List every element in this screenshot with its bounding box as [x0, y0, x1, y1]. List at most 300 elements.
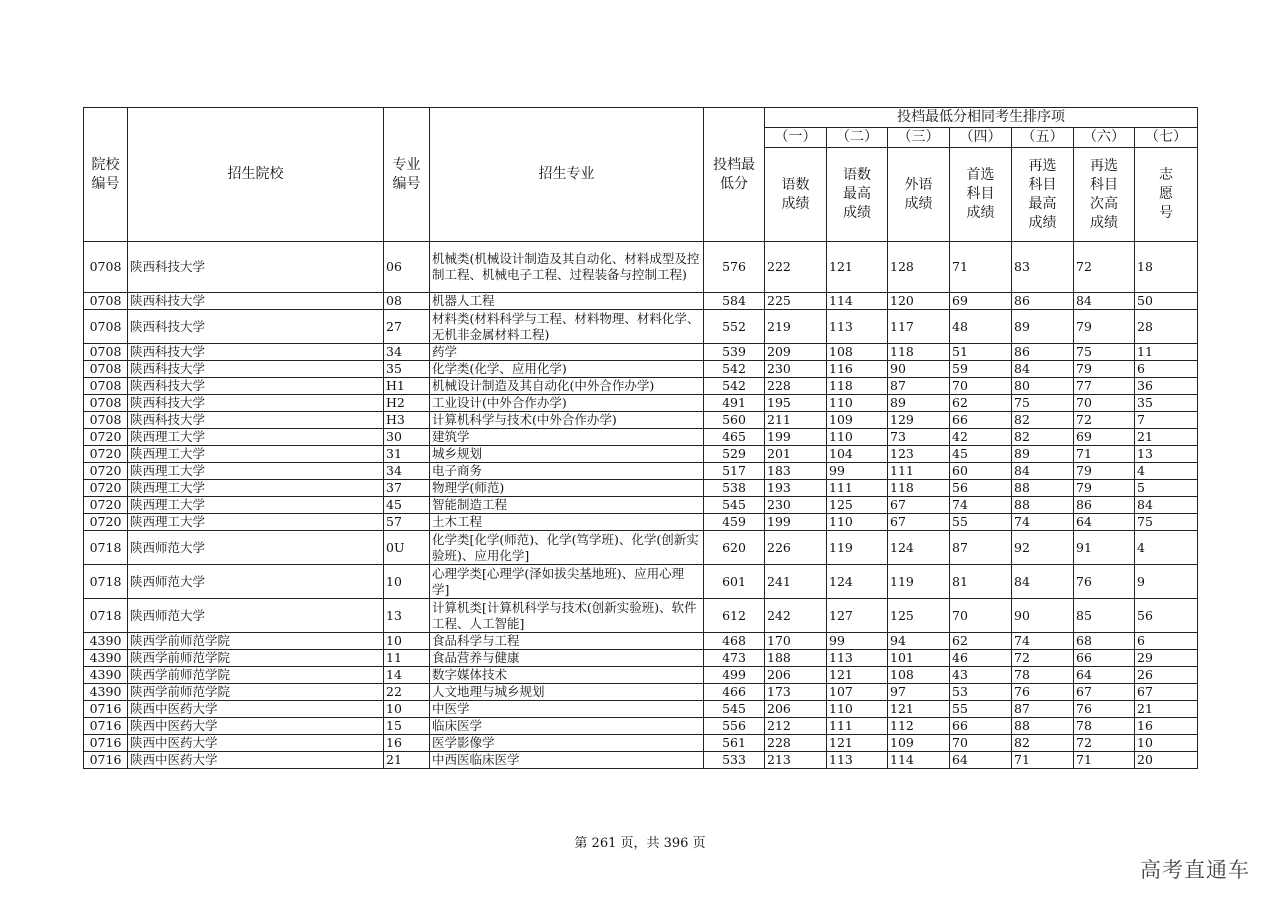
table-row — [84, 701, 1198, 718]
cell-tie-5: 83 — [1012, 242, 1074, 293]
header-major-name: 招生专业 — [430, 108, 704, 242]
cell-school-name: 陕西科技大学 — [128, 242, 384, 293]
cell-tie-1: 225 — [765, 293, 827, 310]
cell-tie-6: 76 — [1074, 701, 1135, 718]
cell-major-name: 食品科学与工程 — [430, 633, 704, 650]
cell-tie-6: 66 — [1074, 650, 1135, 667]
header-tie-item: 再选科目次高成绩 — [1074, 148, 1135, 242]
cell-tie-1: 209 — [765, 344, 827, 361]
cell-school-code: 0718 — [84, 531, 128, 565]
cell-school-code: 0720 — [84, 446, 128, 463]
cell-min-score: 601 — [704, 565, 765, 599]
cell-tie-2: 110 — [827, 429, 888, 446]
table-row — [84, 378, 1198, 395]
table-row — [84, 310, 1198, 344]
cell-tie-2: 113 — [827, 310, 888, 344]
cell-min-score: 473 — [704, 650, 765, 667]
cell-tie-3: 101 — [888, 650, 950, 667]
cell-tie-6: 64 — [1074, 667, 1135, 684]
cell-tie-7: 18 — [1135, 242, 1198, 293]
cell-school-name: 陕西师范大学 — [128, 531, 384, 565]
cell-school-name: 陕西理工大学 — [128, 514, 384, 531]
cell-school-code: 0708 — [84, 378, 128, 395]
cell-tie-2: 99 — [827, 633, 888, 650]
cell-min-score: 465 — [704, 429, 765, 446]
cell-major-code: 31 — [384, 446, 430, 463]
cell-min-score: 499 — [704, 667, 765, 684]
cell-tie-3: 108 — [888, 667, 950, 684]
cell-tie-1: 206 — [765, 667, 827, 684]
cell-min-score: 556 — [704, 718, 765, 735]
cell-tie-6: 71 — [1074, 446, 1135, 463]
cell-tie-4: 48 — [950, 310, 1012, 344]
cell-tie-1: 173 — [765, 684, 827, 701]
cell-tie-4: 42 — [950, 429, 1012, 446]
cell-tie-5: 84 — [1012, 463, 1074, 480]
table-row — [84, 446, 1198, 463]
table-row — [84, 684, 1198, 701]
cell-school-name: 陕西理工大学 — [128, 480, 384, 497]
header-tie-number: （三） — [888, 128, 950, 148]
cell-tie-5: 71 — [1012, 752, 1074, 769]
cell-tie-7: 6 — [1135, 361, 1198, 378]
cell-tie-3: 73 — [888, 429, 950, 446]
cell-major-code: 45 — [384, 497, 430, 514]
cell-tie-6: 70 — [1074, 395, 1135, 412]
table-row — [84, 412, 1198, 429]
table-row — [84, 497, 1198, 514]
cell-major-code: 10 — [384, 701, 430, 718]
table-body — [84, 242, 1198, 769]
cell-tie-7: 67 — [1135, 684, 1198, 701]
cell-major-name: 土木工程 — [430, 514, 704, 531]
cell-major-name: 化学类(化学、应用化学) — [430, 361, 704, 378]
cell-tie-2: 111 — [827, 718, 888, 735]
cell-tie-2: 121 — [827, 242, 888, 293]
table-row — [84, 667, 1198, 684]
cell-tie-4: 70 — [950, 378, 1012, 395]
cell-major-name: 中医学 — [430, 701, 704, 718]
cell-major-code: 15 — [384, 718, 430, 735]
cell-tie-2: 119 — [827, 531, 888, 565]
page-number: 第 261 页，共 396 页 — [574, 836, 706, 851]
cell-tie-1: 195 — [765, 395, 827, 412]
cell-major-code: 30 — [384, 429, 430, 446]
cell-school-code: 4390 — [84, 633, 128, 650]
cell-school-name: 陕西学前师范学院 — [128, 667, 384, 684]
table-row — [84, 463, 1198, 480]
cell-tie-6: 67 — [1074, 684, 1135, 701]
table-row — [84, 293, 1198, 310]
cell-tie-3: 112 — [888, 718, 950, 735]
cell-tie-3: 111 — [888, 463, 950, 480]
cell-min-score: 538 — [704, 480, 765, 497]
cell-school-name: 陕西师范大学 — [128, 565, 384, 599]
cell-tie-3: 118 — [888, 480, 950, 497]
cell-school-name: 陕西科技大学 — [128, 378, 384, 395]
cell-tie-4: 66 — [950, 412, 1012, 429]
cell-tie-5: 88 — [1012, 497, 1074, 514]
cell-tie-7: 4 — [1135, 463, 1198, 480]
cell-tie-4: 55 — [950, 701, 1012, 718]
cell-tie-7: 28 — [1135, 310, 1198, 344]
cell-tie-4: 59 — [950, 361, 1012, 378]
cell-tie-5: 78 — [1012, 667, 1074, 684]
cell-tie-7: 13 — [1135, 446, 1198, 463]
cell-school-code: 0718 — [84, 565, 128, 599]
cell-min-score: 491 — [704, 395, 765, 412]
cell-tie-6: 71 — [1074, 752, 1135, 769]
cell-major-code: 08 — [384, 293, 430, 310]
cell-tie-4: 46 — [950, 650, 1012, 667]
cell-tie-7: 84 — [1135, 497, 1198, 514]
cell-tie-7: 11 — [1135, 344, 1198, 361]
cell-major-name: 化学类[化学(师范)、化学(笃学班)、化学(创新实验班)、应用化学] — [430, 531, 704, 565]
cell-major-name: 机器人工程 — [430, 293, 704, 310]
cell-tie-1: 170 — [765, 633, 827, 650]
cell-tie-4: 53 — [950, 684, 1012, 701]
table-row — [84, 429, 1198, 446]
cell-school-name: 陕西理工大学 — [128, 446, 384, 463]
cell-tie-4: 43 — [950, 667, 1012, 684]
table-row — [84, 480, 1198, 497]
cell-tie-6: 85 — [1074, 599, 1135, 633]
cell-tie-6: 79 — [1074, 310, 1135, 344]
cell-school-code: 0720 — [84, 514, 128, 531]
cell-tie-2: 108 — [827, 344, 888, 361]
cell-tie-3: 97 — [888, 684, 950, 701]
cell-tie-6: 84 — [1074, 293, 1135, 310]
cell-tie-7: 9 — [1135, 565, 1198, 599]
cell-tie-1: 213 — [765, 752, 827, 769]
cell-major-name: 材料类(材料科学与工程、材料物理、材料化学、无机非金属材料工程) — [430, 310, 704, 344]
cell-tie-7: 16 — [1135, 718, 1198, 735]
cell-tie-1: 206 — [765, 701, 827, 718]
cell-major-name: 人文地理与城乡规划 — [430, 684, 704, 701]
cell-min-score: 612 — [704, 599, 765, 633]
cell-tie-2: 110 — [827, 701, 888, 718]
cell-tie-6: 72 — [1074, 242, 1135, 293]
cell-school-code: 0720 — [84, 480, 128, 497]
cell-tie-5: 86 — [1012, 344, 1074, 361]
cell-tie-7: 21 — [1135, 701, 1198, 718]
cell-tie-4: 60 — [950, 463, 1012, 480]
cell-major-name: 医学影像学 — [430, 735, 704, 752]
cell-school-name: 陕西理工大学 — [128, 497, 384, 514]
cell-tie-6: 79 — [1074, 361, 1135, 378]
cell-school-name: 陕西理工大学 — [128, 429, 384, 446]
cell-tie-2: 121 — [827, 667, 888, 684]
cell-tie-4: 66 — [950, 718, 1012, 735]
cell-major-name: 电子商务 — [430, 463, 704, 480]
cell-tie-3: 89 — [888, 395, 950, 412]
cell-tie-5: 90 — [1012, 599, 1074, 633]
cell-tie-6: 75 — [1074, 344, 1135, 361]
cell-min-score: 517 — [704, 463, 765, 480]
cell-tie-5: 88 — [1012, 718, 1074, 735]
cell-tie-1: 211 — [765, 412, 827, 429]
cell-tie-3: 128 — [888, 242, 950, 293]
cell-school-code: 0708 — [84, 344, 128, 361]
cell-school-name: 陕西中医药大学 — [128, 735, 384, 752]
cell-major-name: 中西医临床医学 — [430, 752, 704, 769]
cell-tie-6: 79 — [1074, 463, 1135, 480]
cell-school-name: 陕西中医药大学 — [128, 701, 384, 718]
header-tie-item: 外语成绩 — [888, 148, 950, 242]
cell-major-code: 35 — [384, 361, 430, 378]
cell-min-score: 576 — [704, 242, 765, 293]
cell-tie-5: 76 — [1012, 684, 1074, 701]
cell-school-code: 0716 — [84, 701, 128, 718]
cell-school-name: 陕西科技大学 — [128, 310, 384, 344]
cell-tie-5: 82 — [1012, 429, 1074, 446]
cell-tie-2: 125 — [827, 497, 888, 514]
cell-tie-7: 35 — [1135, 395, 1198, 412]
cell-major-code: H2 — [384, 395, 430, 412]
cell-tie-6: 86 — [1074, 497, 1135, 514]
cell-tie-1: 193 — [765, 480, 827, 497]
cell-tie-5: 72 — [1012, 650, 1074, 667]
cell-school-name: 陕西科技大学 — [128, 412, 384, 429]
cell-tie-1: 183 — [765, 463, 827, 480]
cell-min-score: 529 — [704, 446, 765, 463]
cell-min-score: 468 — [704, 633, 765, 650]
cell-major-name: 智能制造工程 — [430, 497, 704, 514]
table-row — [84, 735, 1198, 752]
cell-school-code: 4390 — [84, 667, 128, 684]
cell-school-code: 0708 — [84, 293, 128, 310]
cell-school-code: 0716 — [84, 752, 128, 769]
cell-tie-4: 56 — [950, 480, 1012, 497]
table-row — [84, 242, 1198, 293]
cell-tie-7: 56 — [1135, 599, 1198, 633]
cell-min-score: 584 — [704, 293, 765, 310]
cell-tie-2: 110 — [827, 514, 888, 531]
cell-school-name: 陕西理工大学 — [128, 463, 384, 480]
table-row — [84, 395, 1198, 412]
cell-tie-6: 76 — [1074, 565, 1135, 599]
cell-tie-4: 55 — [950, 514, 1012, 531]
cell-tie-2: 113 — [827, 650, 888, 667]
cell-major-name: 数字媒体技术 — [430, 667, 704, 684]
cell-tie-5: 84 — [1012, 565, 1074, 599]
cell-tie-7: 36 — [1135, 378, 1198, 395]
cell-tie-3: 87 — [888, 378, 950, 395]
cell-tie-4: 45 — [950, 446, 1012, 463]
cell-tie-2: 107 — [827, 684, 888, 701]
cell-tie-5: 86 — [1012, 293, 1074, 310]
cell-major-name: 工业设计(中外合作办学) — [430, 395, 704, 412]
cell-tie-5: 75 — [1012, 395, 1074, 412]
cell-tie-1: 242 — [765, 599, 827, 633]
cell-major-code: 27 — [384, 310, 430, 344]
cell-min-score: 533 — [704, 752, 765, 769]
cell-major-code: 14 — [384, 667, 430, 684]
header-tie-item: 首选科目成绩 — [950, 148, 1012, 242]
header-tie-number: （四） — [950, 128, 1012, 148]
header-tie-number: （二） — [827, 128, 888, 148]
cell-tie-4: 64 — [950, 752, 1012, 769]
cell-tie-7: 50 — [1135, 293, 1198, 310]
cell-school-code: 0708 — [84, 361, 128, 378]
cell-school-name: 陕西中医药大学 — [128, 752, 384, 769]
cell-major-name: 城乡规划 — [430, 446, 704, 463]
cell-tie-4: 51 — [950, 344, 1012, 361]
cell-tie-6: 69 — [1074, 429, 1135, 446]
cell-tie-2: 111 — [827, 480, 888, 497]
cell-tie-5: 88 — [1012, 480, 1074, 497]
header-tie-number: （一） — [765, 128, 827, 148]
table-row — [84, 514, 1198, 531]
cell-major-code: 37 — [384, 480, 430, 497]
cell-major-code: H3 — [384, 412, 430, 429]
table-row — [84, 531, 1198, 565]
cell-tie-1: 230 — [765, 497, 827, 514]
cell-major-code: H1 — [384, 378, 430, 395]
cell-tie-4: 70 — [950, 599, 1012, 633]
cell-tie-5: 87 — [1012, 701, 1074, 718]
cell-min-score: 552 — [704, 310, 765, 344]
cell-tie-6: 77 — [1074, 378, 1135, 395]
cell-tie-2: 114 — [827, 293, 888, 310]
cell-tie-1: 199 — [765, 429, 827, 446]
cell-min-score: 539 — [704, 344, 765, 361]
cell-tie-6: 91 — [1074, 531, 1135, 565]
cell-school-code: 0708 — [84, 395, 128, 412]
cell-tie-1: 199 — [765, 514, 827, 531]
cell-tie-3: 124 — [888, 531, 950, 565]
cell-major-code: 06 — [384, 242, 430, 293]
header-tie-number: （五） — [1012, 128, 1074, 148]
cell-tie-4: 70 — [950, 735, 1012, 752]
cell-min-score: 620 — [704, 531, 765, 565]
header-min-score: 投档最低分 — [704, 108, 765, 242]
table-row — [84, 752, 1198, 769]
cell-school-code: 0708 — [84, 310, 128, 344]
cell-school-code: 0708 — [84, 242, 128, 293]
cell-tie-7: 26 — [1135, 667, 1198, 684]
cell-tie-3: 114 — [888, 752, 950, 769]
cell-tie-3: 120 — [888, 293, 950, 310]
header-tie-group: 投档最低分相同考生排序项 — [765, 108, 1198, 128]
header-tie-item: 再选科目最高成绩 — [1012, 148, 1074, 242]
cell-tie-3: 125 — [888, 599, 950, 633]
cell-tie-5: 74 — [1012, 633, 1074, 650]
cell-tie-3: 67 — [888, 497, 950, 514]
cell-tie-5: 84 — [1012, 361, 1074, 378]
table-row — [84, 633, 1198, 650]
cell-major-name: 建筑学 — [430, 429, 704, 446]
cell-school-code: 4390 — [84, 684, 128, 701]
cell-school-name: 陕西师范大学 — [128, 599, 384, 633]
cell-major-name: 临床医学 — [430, 718, 704, 735]
cell-tie-2: 116 — [827, 361, 888, 378]
header-tie-item: 语数最高成绩 — [827, 148, 888, 242]
cell-school-name: 陕西学前师范学院 — [128, 650, 384, 667]
cell-tie-4: 62 — [950, 395, 1012, 412]
cell-school-name: 陕西科技大学 — [128, 344, 384, 361]
cell-major-name: 机械类(机械设计制造及其自动化、材料成型及控制工程、机械电子工程、过程装备与控制工程) — [430, 242, 704, 293]
cell-tie-5: 82 — [1012, 735, 1074, 752]
cell-tie-2: 104 — [827, 446, 888, 463]
cell-school-code: 0716 — [84, 735, 128, 752]
cell-tie-6: 78 — [1074, 718, 1135, 735]
cell-school-name: 陕西科技大学 — [128, 293, 384, 310]
cell-tie-1: 241 — [765, 565, 827, 599]
cell-tie-3: 129 — [888, 412, 950, 429]
cell-tie-2: 121 — [827, 735, 888, 752]
cell-major-name: 物理学(师范) — [430, 480, 704, 497]
cell-major-name: 计算机科学与技术(中外合作办学) — [430, 412, 704, 429]
cell-tie-1: 212 — [765, 718, 827, 735]
cell-school-name: 陕西学前师范学院 — [128, 684, 384, 701]
header-tie-item: 志愿号 — [1135, 148, 1198, 242]
cell-school-code: 0708 — [84, 412, 128, 429]
cell-tie-5: 80 — [1012, 378, 1074, 395]
cell-school-code: 0720 — [84, 463, 128, 480]
cell-school-code: 4390 — [84, 650, 128, 667]
cell-min-score: 542 — [704, 378, 765, 395]
cell-tie-1: 228 — [765, 378, 827, 395]
cell-major-code: 10 — [384, 633, 430, 650]
cell-tie-1: 226 — [765, 531, 827, 565]
cell-tie-1: 228 — [765, 735, 827, 752]
table-row — [84, 718, 1198, 735]
cell-tie-2: 127 — [827, 599, 888, 633]
table-row — [84, 565, 1198, 599]
cell-tie-7: 10 — [1135, 735, 1198, 752]
cell-school-code: 0720 — [84, 497, 128, 514]
cell-tie-2: 118 — [827, 378, 888, 395]
cell-min-score: 466 — [704, 684, 765, 701]
cell-tie-3: 121 — [888, 701, 950, 718]
cell-tie-7: 29 — [1135, 650, 1198, 667]
cell-tie-1: 201 — [765, 446, 827, 463]
cell-major-name: 药学 — [430, 344, 704, 361]
cell-min-score: 545 — [704, 701, 765, 718]
cell-tie-4: 87 — [950, 531, 1012, 565]
cell-school-code: 0720 — [84, 429, 128, 446]
cell-tie-2: 99 — [827, 463, 888, 480]
cell-school-code: 0716 — [84, 718, 128, 735]
cell-min-score: 459 — [704, 514, 765, 531]
cell-tie-3: 90 — [888, 361, 950, 378]
cell-tie-5: 89 — [1012, 446, 1074, 463]
cell-school-code: 0718 — [84, 599, 128, 633]
cell-major-code: 10 — [384, 565, 430, 599]
header-tie-item: 语数成绩 — [765, 148, 827, 242]
cell-major-name: 机械设计制造及其自动化(中外合作办学) — [430, 378, 704, 395]
cell-major-code: 16 — [384, 735, 430, 752]
table-row — [84, 361, 1198, 378]
cell-tie-1: 188 — [765, 650, 827, 667]
header-tie-number: （七） — [1135, 128, 1198, 148]
header-school-code: 院校编号 — [84, 108, 128, 242]
cell-tie-7: 75 — [1135, 514, 1198, 531]
cell-tie-3: 109 — [888, 735, 950, 752]
cell-tie-3: 117 — [888, 310, 950, 344]
cell-tie-5: 82 — [1012, 412, 1074, 429]
header-tie-number: （六） — [1074, 128, 1135, 148]
cell-min-score: 561 — [704, 735, 765, 752]
table-row — [84, 599, 1198, 633]
cell-tie-5: 89 — [1012, 310, 1074, 344]
header-school-name: 招生院校 — [128, 108, 384, 242]
cell-tie-6: 64 — [1074, 514, 1135, 531]
cell-major-name: 食品营养与健康 — [430, 650, 704, 667]
cell-tie-6: 68 — [1074, 633, 1135, 650]
cell-tie-1: 219 — [765, 310, 827, 344]
